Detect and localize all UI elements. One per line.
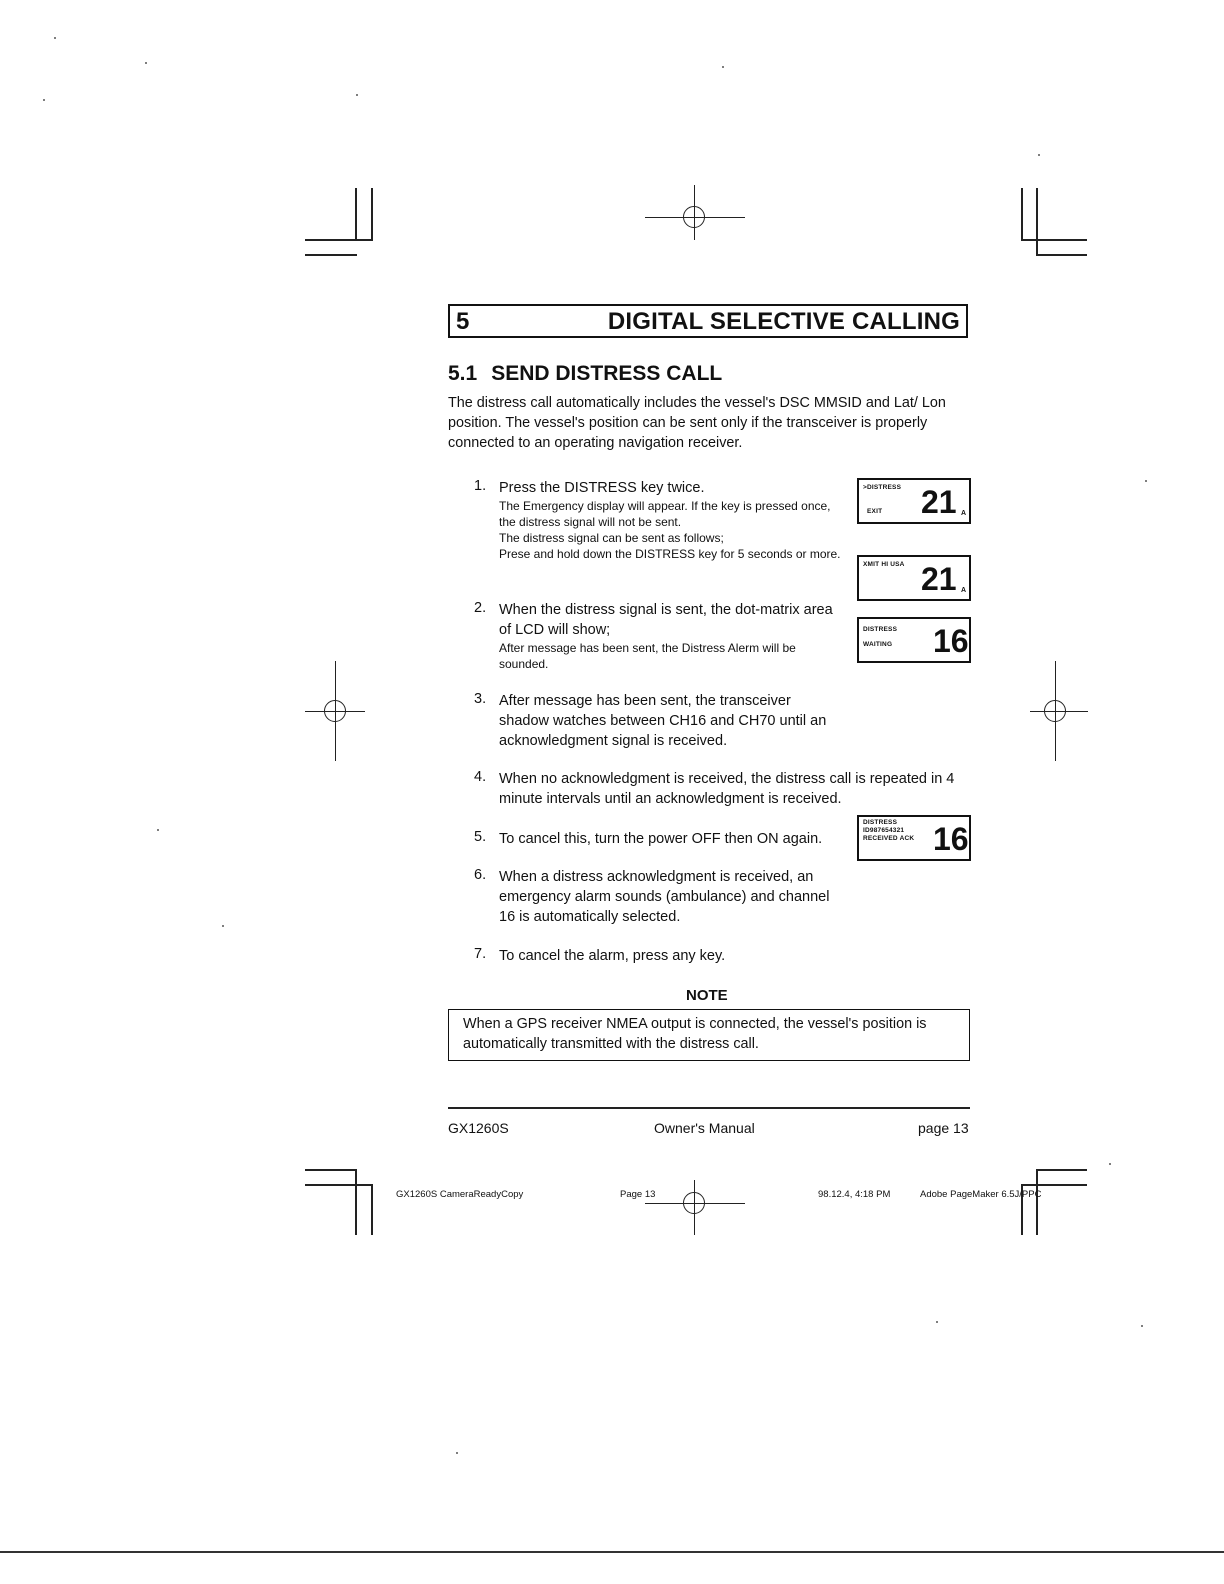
- lcd-display-waiting: [857, 617, 971, 663]
- lcd-line-1: >DISTRESS: [863, 484, 902, 491]
- lcd-line-1: DISTRESS: [863, 626, 898, 633]
- lcd-line-1: DISTRESS: [863, 819, 898, 826]
- step-text: When no acknowledgment is received, the distress call is repeated in 4 minute intervals until an acknowledgment is received.: [499, 771, 955, 807]
- footer-title: Owner's Manual: [654, 1120, 755, 1136]
- step-number: 4.: [474, 769, 487, 785]
- chapter-title: DIGITAL SELECTIVE CALLING: [607, 308, 960, 335]
- lcd-channel: 16: [933, 821, 969, 857]
- step-text: When the distress signal is sent, the dot-matrix area of LCD will show;: [499, 602, 833, 638]
- lcd-channel: 21: [921, 561, 957, 597]
- lcd-channel: 16: [933, 623, 969, 659]
- lcd-line-3: RECEIVED ACK: [863, 835, 915, 842]
- step-note: The Emergency display will appear. If the key is pressed once, the distress signal will not be sent.: [499, 499, 831, 529]
- lcd-display-xmit: [857, 555, 971, 601]
- slug-file: GX1260S CameraReadyCopy: [396, 1189, 524, 1200]
- step-number: 7.: [474, 946, 487, 962]
- step-number: 6.: [474, 867, 487, 883]
- lcd-line-2: WAITING: [863, 641, 893, 648]
- lcd-line-2: ID987654321: [863, 827, 905, 834]
- lcd-channel: 21: [921, 484, 957, 520]
- lcd-line-1: XMIT HI USA: [863, 561, 905, 568]
- step-text: Press the DISTRESS key twice.: [499, 480, 705, 496]
- intro-paragraph: The distress call automatically includes the vessel's DSC MMSID and Lat/ Lon position. The vessel's position can be sent only if the transceiver is properly connected to an operating navigation receiver.: [448, 395, 946, 451]
- step-note: Prese and hold down the DISTRESS key for 5 seconds or more.: [499, 547, 841, 561]
- step-text: To cancel the alarm, press any key.: [499, 948, 726, 964]
- slug-date: 98.12.4, 4:18 PM: [818, 1189, 891, 1200]
- step-text: To cancel this, turn the power OFF then ON again.: [499, 831, 823, 847]
- note-box: [448, 1009, 970, 1061]
- section-number: 5.1: [448, 362, 478, 385]
- lcd-suffix: A: [961, 510, 967, 517]
- section-heading: [448, 362, 722, 386]
- slug-app: Adobe PageMaker 6.5J/PPC: [920, 1189, 1042, 1200]
- note-text: When a GPS receiver NMEA output is connected, the vessel's position is automatically transmitted with the distress call.: [463, 1016, 927, 1052]
- step-text: When a distress acknowledgment is received, an emergency alarm sounds (ambulance) and channel 16 is automatically selected.: [499, 869, 830, 925]
- lcd-suffix: A: [961, 587, 967, 594]
- step-number: 5.: [474, 829, 487, 845]
- slug-page: Page 13: [620, 1189, 656, 1200]
- step-number: 1.: [474, 478, 487, 494]
- footer-rule: [448, 1107, 970, 1109]
- lcd-display-emergency: [857, 478, 971, 524]
- step-text: After message has been sent, the transceiver shadow watches between CH16 and CH70 until an acknowledgment signal is received.: [499, 693, 827, 749]
- step-number: 3.: [474, 691, 487, 707]
- chapter-number: 5: [456, 308, 470, 335]
- section-title: SEND DISTRESS CALL: [491, 362, 723, 385]
- lcd-display-received-ack: [857, 815, 971, 861]
- step-note: After message has been sent, the Distress Alerm will be sounded.: [499, 641, 796, 671]
- step-note: The distress signal can be sent as follows;: [499, 531, 724, 545]
- lcd-line-2: EXIT: [867, 508, 883, 515]
- page-bottom-edge: [0, 1551, 1224, 1553]
- chapter-header: [448, 304, 968, 338]
- step-number: 2.: [474, 600, 487, 616]
- footer-page: page 13: [918, 1120, 969, 1136]
- note-heading: NOTE: [686, 987, 728, 1004]
- footer-model: GX1260S: [448, 1120, 509, 1136]
